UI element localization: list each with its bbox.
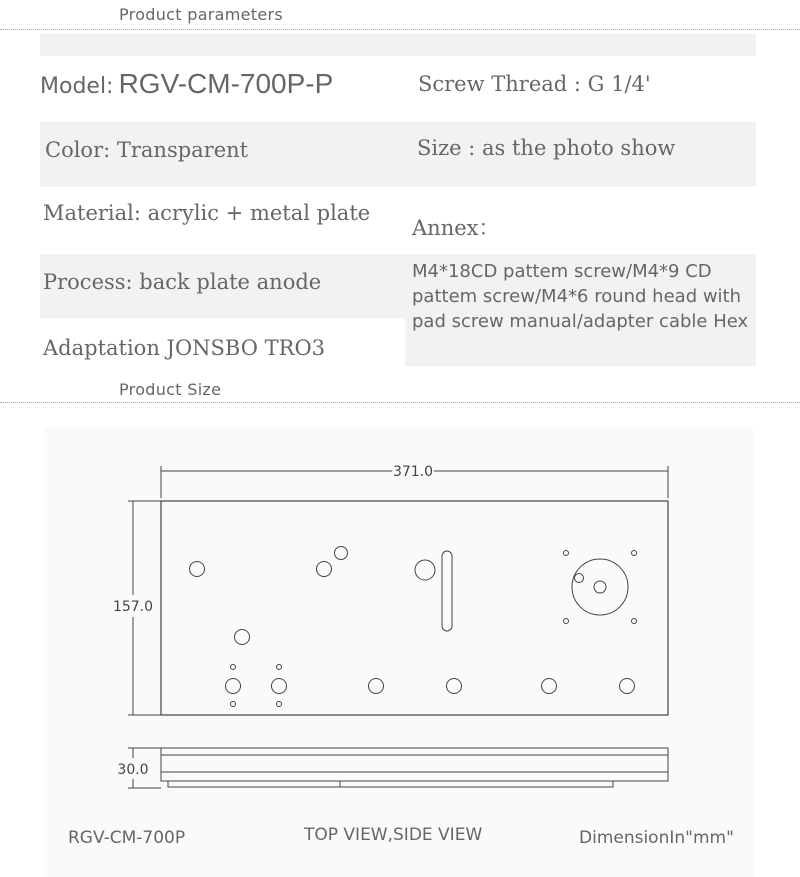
dimension-height-label: 157.0 — [112, 599, 154, 615]
screw-hole — [277, 665, 282, 670]
adaptation-spec: Adaptation JONSBO TRO3 — [43, 336, 326, 360]
process-spec: Process: back plate anode — [43, 270, 322, 294]
drawing-unit-caption: DimensionIn"mm" — [579, 828, 734, 848]
pump-port — [594, 581, 606, 593]
drawing-view-caption: TOP VIEW,SIDE VIEW — [304, 825, 483, 845]
size-section-title: Product Size — [119, 380, 222, 399]
port-hole — [190, 562, 205, 577]
size-spec: Size : as the photo show — [417, 136, 676, 160]
screw-hole — [632, 551, 637, 556]
screw-hole — [277, 702, 282, 707]
model-value: RGV-CM-700P-P — [118, 68, 334, 99]
logo-slot — [442, 551, 452, 631]
material-spec: Material: acrylic + metal plate — [43, 201, 371, 225]
port-hole — [226, 679, 241, 694]
color-spec: Color: Transparent — [45, 138, 249, 162]
plate-side-view — [161, 748, 668, 781]
annex-label: Annex： — [412, 216, 500, 240]
port-hole — [620, 679, 635, 694]
port-hole — [369, 679, 384, 694]
dimension-thickness-label: 30.0 — [117, 762, 149, 778]
port-hole — [542, 679, 557, 694]
side-view-base — [168, 781, 613, 787]
screw-thread-spec: Screw Thread : G 1/4' — [418, 72, 651, 96]
drawing-model-caption: RGV-CM-700P — [68, 828, 186, 848]
screw-hole — [632, 619, 637, 624]
screw-hole — [564, 619, 569, 624]
port-hole — [335, 547, 348, 560]
pump-port — [575, 574, 584, 583]
screw-hole — [231, 702, 236, 707]
screw-hole — [564, 551, 569, 556]
port-hole — [272, 679, 287, 694]
screw-hole — [231, 665, 236, 670]
pump-mount-circle — [572, 559, 628, 615]
annex-description: M4*18CD pattem screw/M4*9 CD pattem screw/M4*6 round head with pad screw manual/adapter cable Hex — [412, 261, 749, 332]
port-hole — [447, 679, 462, 694]
port-hole — [235, 630, 250, 645]
parameters-section-title: Product parameters — [119, 5, 284, 24]
port-hole — [317, 562, 332, 577]
plate-top-view — [161, 501, 668, 715]
port-hole — [415, 560, 435, 580]
dimension-width-label: 371.0 — [392, 464, 434, 480]
model-label: Model: — [40, 74, 114, 99]
